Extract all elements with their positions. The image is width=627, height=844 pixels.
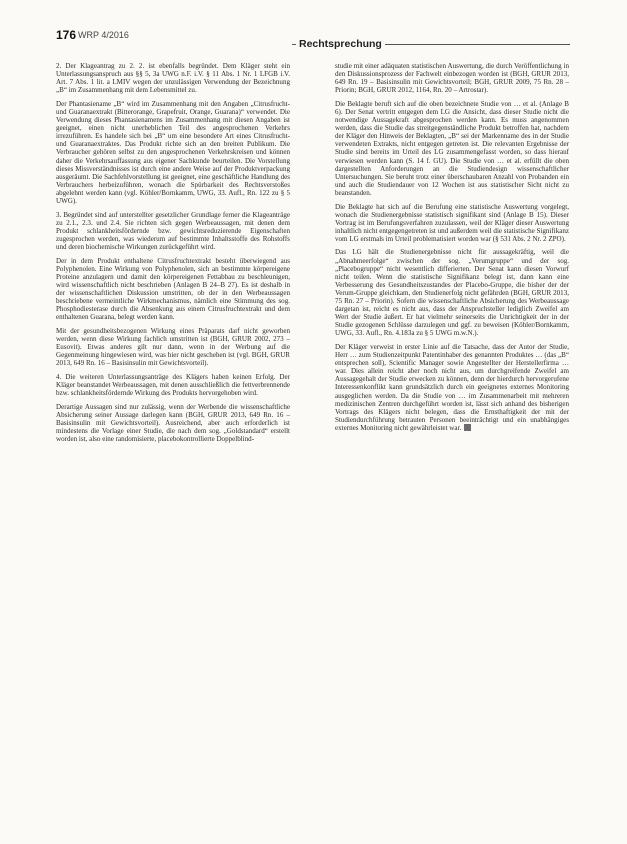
paragraph: Mit der gesundheitsbezogenen Wirkung eines Präparats darf nicht geworben werden, wenn diese Wirkung fachlich umstritten ist (BGH, GRUR 2002, 273 – Eusovit). Etwas anderes gilt nur dann, wenn in der Werbung auf die Gegenmeinung hingewiesen wird, was hier nicht geschehen ist (vgl. BGH, GRUR 2013, 649 Rn. 16 – Basisinsulin mit Gewichtsvorteil).: [56, 326, 290, 368]
paragraph-text: Der Kläger verweist in erster Linie auf die Tatsache, dass der Autor der Studie, Herr … zum Studienzeitpunkt Patentinhaber des genannten Produktes … (das „B“ entsprechen soll), Scientific Manager sowie Angestellter der Herstellerfirma … war. Dies allein reicht aber noch nicht aus, um durchgreifende Zweifel am Aussagegehalt der Studie erwecken zu können, denn der hierdurch hervorgerufene Interessenkonflikt kann grundsätzlich durch ein geeignetes externes Monitoring ausgeglichen werden. Da die Studie von … im Zusammenarbeit mit mehreren medizinischen Zentren durchgeführt worden ist, lässt sich anhand des bisherigen Vortrags des Klägers nicht belegen, dass die Ernsthaftigkeit der mit der Studiendurchführung betrauten Personen beeinträchtigt und ein unabhängiges externes Monitoring nicht gewährleistet war.: [335, 343, 569, 432]
paragraph-last: [335, 343, 569, 432]
paragraph: 2. Der Klageantrag zu 2. 2. ist ebenfalls begründet. Dem Kläger steht ein Unterlassungsanspruch aus §§ 5, 3a UWG n.F. i.V. § 11 Abs. 1 Nr. 1 LFGB i.V. Art. 7 Abs. 1 lit. a LMIV wegen der unzulässigen Verwendung der Bezeichnung „B“ im Zusammenhang mit dem Lebensmittel zu.: [56, 62, 290, 95]
paragraph: Die Beklagte beruft sich auf die oben bezeichnete Studie von … et al. (Anlage B 6). Der Senat vertritt entgegen dem LG die Ansicht, dass dieser Studie nicht die notwendige Aussagekraft abgesprochen werden kann. Es muss angenommen werden, dass die Studie das streitgegenständliche Produkt betroffen hat, nachdem der Kläger den Hinweis der Beklagten, „B“ sei der Markenname des in der Studie verwendeten Extrakts, nicht entgegen getreten ist. Die relevanten Ergebnisse der Studie sind bereits im Urteil des LG zusammengefasst worden, so dass hierauf verwiesen werden kann (S. 14 f. GU). Die Studie von … et al. erfüllt die oben dargestellten Anforderungen an die Studiendesign wissenschaftlicher Untersuchungen. Sie beruht trotz einer überschaubaren Anzahl von Probanden ein und auch die Studiendauer von 12 Wochen ist aus statistischer Sicht nicht zu beanstanden.: [335, 99, 569, 197]
end-of-article-icon: [464, 424, 471, 431]
page-number: 176: [56, 28, 77, 42]
right-column: [335, 62, 569, 438]
paragraph: Der Phantasiename „B“ wird im Zusammenhang mit den Angaben „Citrusfrucht- und Guaranaextrakt (Bitterorange, Grapefruit, Orange, Guarana)“ verwendet. Die Verwendung dieses Phantasienamens im Zusammenhang mit diesen Angaben ist geeignet, einen nicht unerheblichen Teil des angesprochenen Verkehrs irrezuführen. Es handele sich bei „B“ um eine besondere Art eines Citrusfrucht- und Guaranaextraktes. Das Produkt richte sich an den breiten Publikum. Die Verbraucher gehören selbst zu den angesprochenen Verkehrskreisen und können daher die Verkehrsauffassung aus eigener Sachkunde beurteilen. Die Vorstellung dieses Missverständnisses ist durch eine andere Weise auf der Produktverpackung ausgeräumt. Die Sachfehlvorstellung ist geeignet, eine geschäftliche Handlung des Verbrauchers herbeizuführen, wonach die Spürbarkeit des Rechtsverstoßes abgelehnt werden kann (vgl. Köhler/Bornkamm, UWG, 33. Aufl., Rn. 122 zu § 5 UWG).: [56, 99, 290, 205]
paragraph: Derartige Aussagen sind nur zulässig, wenn der Werbende die wissenschaftliche Absicherung seiner Aussage darlegen kann (BGH, GRUR 2013, 649 Rn. 16 – Basisinsulin mit Gewichtsvorteil). Ausreichend, aber auch erforderlich ist mindestens die Vorlage einer Studie, die nach dem sog. „Goldstandard“ erstellt worden ist, also eine randomisierte, placebokontrollierte Doppelblind-: [56, 402, 290, 443]
paragraph: studie mit einer adäquaten statistischen Auswertung, die durch Veröffentlichung in den Diskussionsprozess der Fachwelt einbezogen worden ist (BGH, GRUR 2013, 649 Rn. 19 – Basisinsulin mit Gewichtsvorteil; BGH, GRUR 2009, 75 Rn. 28 – Priorin; BGH, GRUR 2012, 1164, Rn. 20 – Artrostar).: [335, 62, 569, 95]
paragraph: 3. Begründet sind auf unterstellter gesetzlicher Grundlage ferner die Klageanträge zu 2.1., 2.3. und 2.4. Sie richten sich gegen Werbeaussagen, mit denen dem Produkt schlankheitsfördernde bzw. gewichtsreduzierende Eigenschaften zugesprochen werden, was wiederum auf bestimmte Inhaltsstoffe des Rohstoffs und deren biochemische Wirkungen zurückgeführt wird.: [56, 210, 290, 251]
paragraph: Der in dem Produkt enthaltene Citrusfruchtextrakt besteht überwiegend aus Polyphenolen. Eine Wirkung von Polyphenolen, sich an bestimmte körpereigene Proteine anzulagern und damit den körpereigenen Fettabbau zu beschleunigen, wird wissenschaftlich nicht beschrieben (Anlagen B 24–B 27). Es ist deshalb in der wissenschaftlichen Diskussion umstritten, ob der in den Werbeaussagen beschriebene vermeintliche Wirkmechanismus, nämlich eine Stimmung des sog. Phosphodiesterase durch die Absenkung aus einem Citrusfruchtextrakt und dem enthaltenen Guarana, belegt werden kann.: [56, 256, 290, 322]
left-column: [56, 62, 290, 449]
paragraph: 4. Die weiteren Unterlassungsanträge des Klägers haben keinen Erfolg. Der Kläger beanstandet Werbeaussagen, mit denen ausschließlich die fettverbrennende bzw. schlankheitsfördernde Wirkung des Produkts hervorgehoben wird.: [56, 372, 290, 397]
page-header: [56, 26, 570, 48]
section-title: Rechtsprechung: [296, 38, 385, 50]
journal-issue: WRP 4/2016: [78, 30, 129, 40]
paragraph: Die Beklagte hat sich auf die Berufung eine statistische Auswertung vorgelegt, wonach die Studienergebnisse statistisch signifikant sind (Anlage B 15). Dieser Vortrag ist im Berufungsverfahren zuzulassen, weil der Kläger dieser Auswertung inhaltlich nicht entgegengetreten ist und außerdem weil die statistische Signifikanz vom LG erstmals im Urteil problematisiert worden war (§ 531 Abs. 2 Nr. 2 ZPO).: [335, 202, 569, 243]
paragraph: Das LG hält die Studienergebnisse nicht für aussagekräftig, weil die „Abnahmeerfolge“ zwischen der sog. „Verumgruppe“ und der sog. „Placebogruppe“ nicht wesentlich differierten. Der Senat kann diesen Vorwurf nicht teilen. Wenn die statistische Signifikanz belegt ist, dann kann eine Verbesserung des Gesundheitszustandes der Placebo-Gruppe, die bisher der der Verum-Gruppe gleichkam, den Studienerfolg nicht gefährden (BGH, GRUR 2013, 75 Rn. 27 – Priorin). Sofern die wissenschaftliche Absicherung des Werbeaussage dargetan ist, reicht es nicht aus, dass der Anspruchsteller lediglich Zweifel am Wert der Studie äußert. Er hat vielmehr seinerseits die Unrichtigkeit der in der Studie gezogenen Schlüsse darzulegen und ggf. zu beweisen (Köhler/Bornkamm, UWG, 33. Aufl., Rn. 4.183a zu § 5 UWG m.w.N.).: [335, 248, 569, 338]
